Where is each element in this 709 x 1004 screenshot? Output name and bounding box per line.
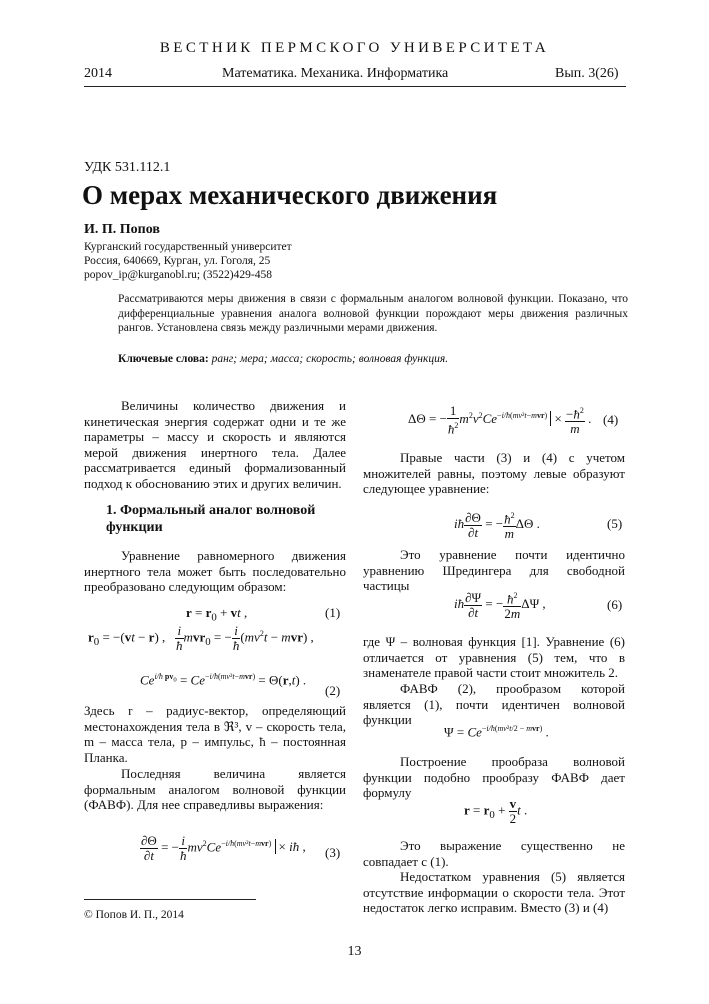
author-name: И. П. Попов [84,222,160,237]
equation-number: (3) [325,845,341,860]
equation-number: (1) [325,605,341,620]
equation-wave-function: $\Psi = Ce^{-i/ħ(mv^2t/2 - mvr)}$ . [444,724,549,740]
paragraph: Построение прообраза волновой функции подобно прообразу ФАВФ дает формулу [363,754,625,800]
copyright: © Попов И. П., 2014 [84,909,184,921]
footnote-rule [84,899,256,900]
journal-year: 2014 [84,66,112,81]
equation-2: $Ce^{i/ħ pv_0} = Ce^{-i/ħ(mv^2t-mvr)} = \Theta(r,t)$ . [140,672,307,688]
affiliation-line: Россия, 640669, Курган, ул. Гоголя, 25 [84,255,271,267]
page-number: 13 [347,944,362,959]
journal-issue: Вып. 3(26) [555,66,619,81]
abstract: Рассматриваются меры движения в связи с формальным аналогом волновой функции. Показано, что дифференциальные уравнения аналога волновой функции порождают меры движения различных рангов. Установлена связь между различными мерами движения. [118,293,628,334]
equation-number: (2) [325,683,341,698]
paragraph: Последняя величина является формальным аналогом волновой функции (ФАВФ). Для нее справедливы выражения: [84,766,346,812]
affiliation-line: Курганский государственный университет [84,241,292,253]
equation-4: ΔΘ = − $\frac{1}{ħ^2}$ $m^2v^2Ce^{-i/ħ(mv^2t-mvr)}$ × $\frac{-ħ^2}{m}$ . [408,403,592,437]
paragraph: Это выражение существенно не совпадает с (1). [363,838,625,869]
equation-5: iħ $\frac{\partial\Theta}{\partial t}$ = − $\frac{ħ^2}{m}$ ΔΘ . [454,509,540,542]
paragraph: Правые части (3) и (4) с учетом множителей равны, поэтому левые образуют следующее уравнение: [363,450,625,496]
article-title: О мерах механического движения [82,180,498,210]
paragraph: Здесь r – радиус-вектор, определяющий местонахождения тела в ℜ³, v – скорость тела, m – масса тела, p – импульс, ħ – постоянная Планка. [84,703,346,765]
paragraph: Недостатком уравнения (5) является отсутствие информации о скорости тела. Этот недостаток легко исправим. Вместо (3) и (4) [363,869,625,915]
keywords-list: ранг; мера; масса; скорость; волновая функция. [211,353,449,365]
journal-series: Математика. Механика. Информатика [222,66,449,81]
header-rule [84,86,626,87]
intro-paragraph: Величины количество движения и кинетическая энергия содержат одни и те же параметры – массу и скорость и являются мерой движения инертного тела. Далее рассматривается единый формализованный подход к обоснованию этих и других величин. [84,398,346,491]
equation-3: $\frac{\partial\Theta}{\partial t}$ = − $\frac{i}{ħ}$ $mv^2Ce^{-i/ħ(mv^2t-mvr)}$ × iħ , [141,833,306,863]
equation-number: (5) [607,516,623,531]
keywords [118,353,448,365]
paragraph: где Ψ – волновая функция [1]. Уравнение (6) отличается от уравнения (5) тем, что в знаменателе правой части стоит множитель 2. [363,634,625,680]
equation-prototype: $r = r_0$ + $\frac{v}{2}$ t . [464,796,528,826]
section-heading: 1. Формальный аналог волновой функции [106,503,316,535]
affiliation-line: popov_ip@kurganobl.ru; (3522)429-458 [84,269,272,281]
paragraph: Это уравнение почти идентично уравнению Шредингера для свободной частицы [363,547,625,593]
udk-code: УДК 531.112.1 [84,160,171,175]
paragraph: Уравнение равномерного движения инертного тела может быть последовательно преобразовано следующим образом: [84,548,346,594]
equation-1b: $r_0 = -(vt - r)$ , $\frac{i}{ħ}$ mvr$_0$ = − $\frac{i}{ħ}$ $(mv^2t - mvr)$ , [88,623,314,653]
equation-1: $r = r_0$ + vt , [186,605,248,624]
journal-title: ВЕСТНИК ПЕРМСКОГО УНИВЕРСИТЕТА [159,40,550,56]
equation-6: iħ $\frac{\partial\Psi}{\partial t}$ = − $\frac{ħ^2}{2m}$ ΔΨ , [454,589,546,622]
equation-number: (6) [607,597,623,612]
keywords-label: Ключевые слова: [118,353,209,365]
paragraph: ФАВФ (2), прообразом которой является (1), почти идентичен волновой функции [363,681,625,727]
equation-number: (4) [603,412,619,427]
